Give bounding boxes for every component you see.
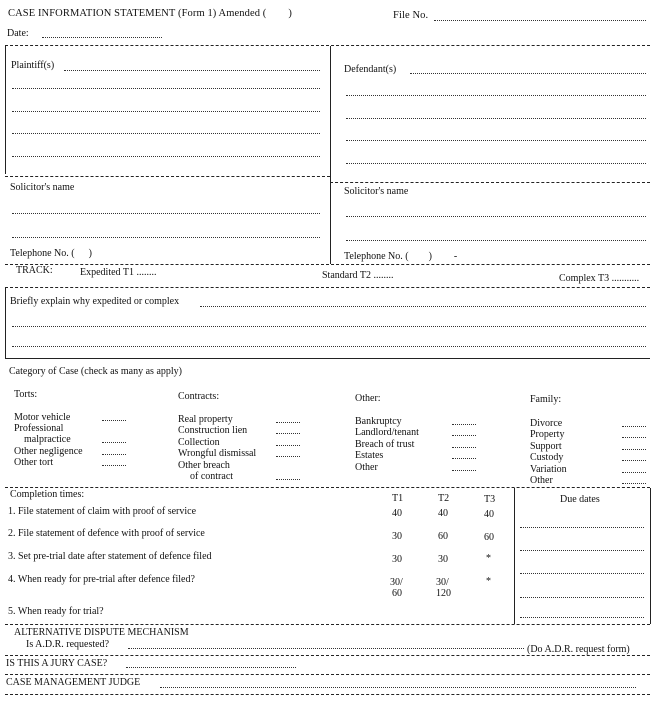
completion-row-4-t3: * bbox=[486, 576, 491, 587]
track-label: TRACK: bbox=[16, 265, 53, 276]
completion-row-2-t1: 30 bbox=[392, 531, 402, 542]
explain-line-2[interactable] bbox=[12, 326, 646, 327]
other-item-bankruptcy: Bankruptcy bbox=[355, 416, 402, 427]
due-date-1[interactable] bbox=[520, 527, 644, 528]
completion-row-3-t3: * bbox=[486, 553, 491, 564]
contracts-item-construction-lien: Construction lien bbox=[178, 425, 248, 436]
defendant-label: Defendant(s) bbox=[344, 64, 397, 75]
plaintiff-line-5[interactable] bbox=[12, 156, 320, 157]
explain-left-border bbox=[5, 288, 6, 358]
left-border-top bbox=[5, 46, 6, 174]
col-header-t2: T2 bbox=[438, 493, 450, 504]
solicitor-right-label: Solicitor's name bbox=[344, 186, 409, 197]
completion-row-4-t2-b: 120 bbox=[436, 588, 451, 599]
telephone-right-label: Telephone No. ( bbox=[344, 251, 409, 262]
adr-requested-field[interactable] bbox=[128, 648, 524, 649]
contracts-check-4[interactable] bbox=[276, 456, 300, 457]
other-item-estates: Estates bbox=[355, 450, 384, 461]
completion-row-2-t2: 60 bbox=[438, 531, 448, 542]
plaintiff-bottom-rule bbox=[5, 176, 330, 177]
family-item-property: Property bbox=[530, 429, 565, 440]
completion-row-1-t3: 40 bbox=[484, 509, 494, 520]
judge-label: CASE MANAGEMENT JUDGE bbox=[6, 677, 141, 688]
other-heading: Other: bbox=[355, 393, 381, 404]
torts-check-4[interactable] bbox=[102, 465, 126, 466]
adr-note: (Do A.D.R. request form) bbox=[527, 644, 630, 655]
completion-row-5-label: 5. When ready for trial? bbox=[8, 606, 104, 617]
other-check-2[interactable] bbox=[452, 435, 476, 436]
completion-row-2-label: 2. File statement of defence with proof of service bbox=[8, 528, 205, 539]
explain-rule bbox=[5, 358, 650, 359]
form-title-close: ) bbox=[288, 8, 292, 19]
completion-rule bbox=[5, 624, 650, 625]
col-header-t3: T3 bbox=[484, 494, 496, 505]
plaintiff-line-1[interactable] bbox=[64, 70, 320, 71]
contracts-check-3[interactable] bbox=[276, 445, 300, 446]
telephone-right bbox=[344, 251, 457, 262]
family-item-support: Support bbox=[530, 441, 562, 452]
completion-row-1-t2: 40 bbox=[438, 508, 448, 519]
defendant-bottom-rule bbox=[330, 182, 650, 183]
telephone-right-close: ) bbox=[428, 251, 432, 262]
other-item-landlord-tenant: Landlord/tenant bbox=[355, 427, 419, 438]
contracts-item-collection: Collection bbox=[178, 437, 220, 448]
file-no-field[interactable] bbox=[434, 20, 646, 21]
completion-row-4-t1-b: 60 bbox=[392, 588, 402, 599]
family-check-2[interactable] bbox=[622, 437, 646, 438]
plaintiff-label: Plaintiff(s) bbox=[11, 60, 55, 71]
due-date-3[interactable] bbox=[520, 573, 644, 574]
defendant-line-3[interactable] bbox=[346, 118, 646, 119]
defendant-line-1[interactable] bbox=[410, 73, 646, 74]
category-rule bbox=[5, 487, 650, 488]
adr-requested-label: Is A.D.R. requested? bbox=[26, 639, 110, 650]
track-rule bbox=[5, 287, 650, 288]
due-date-2[interactable] bbox=[520, 550, 644, 551]
contracts-check-2[interactable] bbox=[276, 433, 300, 434]
col-header-t1: T1 bbox=[392, 493, 404, 504]
completion-label: Completion times: bbox=[10, 489, 85, 500]
torts-heading: Torts: bbox=[14, 389, 38, 400]
family-check-6[interactable] bbox=[622, 483, 646, 484]
jury-label: IS THIS A JURY CASE? bbox=[6, 658, 108, 669]
track-t3[interactable]: Complex T3 ........... bbox=[559, 273, 640, 284]
category-label: Category of Case (check as many as apply) bbox=[9, 366, 182, 377]
due-date-5[interactable] bbox=[520, 617, 644, 618]
other-item-other: Other bbox=[355, 462, 378, 473]
solicitor-right-line-1[interactable] bbox=[346, 216, 646, 217]
family-check-4[interactable] bbox=[622, 460, 646, 461]
date-label: Date: bbox=[7, 28, 29, 39]
telephone-left-close: ) bbox=[88, 248, 92, 259]
form-title-text: CASE INFORMATION STATEMENT (Form 1) Amended ( bbox=[8, 8, 267, 19]
solicitor-right-line-2[interactable] bbox=[346, 240, 646, 241]
plaintiff-line-3[interactable] bbox=[12, 111, 320, 112]
torts-check-3[interactable] bbox=[102, 454, 126, 455]
telephone-left bbox=[10, 248, 92, 259]
telephone-right-dash: - bbox=[453, 251, 458, 262]
completion-row-1-label: 1. File statement of claim with proof of service bbox=[8, 506, 197, 517]
judge-rule bbox=[5, 694, 650, 695]
other-check-5[interactable] bbox=[452, 470, 476, 471]
explain-line-1[interactable] bbox=[200, 306, 646, 307]
judge-field[interactable] bbox=[160, 687, 636, 688]
completion-row-3-label: 3. Set pre-trial date after statement of defence filed bbox=[8, 551, 212, 562]
family-check-1[interactable] bbox=[622, 426, 646, 427]
due-dates-divider bbox=[514, 488, 515, 624]
family-heading: Family: bbox=[530, 394, 562, 405]
completion-row-4-label: 4. When ready for pre-trial after defence filed? bbox=[8, 574, 195, 585]
torts-item-motor-vehicle: Motor vehicle bbox=[14, 412, 71, 423]
other-check-1[interactable] bbox=[452, 424, 476, 425]
family-check-3[interactable] bbox=[622, 449, 646, 450]
plaintiff-line-2[interactable] bbox=[12, 88, 320, 89]
other-check-4[interactable] bbox=[452, 458, 476, 459]
torts-check-2[interactable] bbox=[102, 442, 126, 443]
party-divider bbox=[330, 46, 331, 264]
family-item-other: Other bbox=[530, 475, 553, 486]
explain-label: Briefly explain why expedited or complex bbox=[10, 296, 180, 307]
completion-row-3-t2: 30 bbox=[438, 554, 448, 565]
contracts-item-real-property: Real property bbox=[178, 414, 233, 425]
torts-item-malpractice: malpractice bbox=[24, 434, 71, 445]
torts-check-1[interactable] bbox=[102, 420, 126, 421]
family-item-custody: Custody bbox=[530, 452, 564, 463]
form-title bbox=[8, 8, 292, 19]
defendant-line-4[interactable] bbox=[346, 140, 646, 141]
completion-row-2-t3: 60 bbox=[484, 532, 494, 543]
contracts-heading: Contracts: bbox=[178, 391, 220, 402]
torts-item-professional: Professional bbox=[14, 423, 64, 434]
telephone-left-label: Telephone No. ( bbox=[10, 248, 75, 259]
completion-row-4-t1: 30/ bbox=[390, 577, 403, 588]
track-t1[interactable]: Expedited T1 ........ bbox=[80, 267, 157, 278]
completion-row-3-t1: 30 bbox=[392, 554, 402, 565]
other-item-breach-of-trust: Breach of trust bbox=[355, 439, 415, 450]
completion-row-4-t2: 30/ bbox=[436, 577, 449, 588]
contracts-item-wrongful-dismissal: Wrongful dismissal bbox=[178, 448, 257, 459]
torts-item-other-tort: Other tort bbox=[14, 457, 54, 468]
contracts-check-1[interactable] bbox=[276, 422, 300, 423]
contracts-item-of-contract: of contract bbox=[190, 471, 234, 482]
telephone-rule bbox=[5, 264, 650, 265]
adr-rule bbox=[5, 655, 650, 656]
solicitor-left-line-2[interactable] bbox=[12, 237, 320, 238]
right-border-lower bbox=[650, 488, 651, 624]
defendant-line-5[interactable] bbox=[346, 163, 646, 164]
jury-field[interactable] bbox=[126, 667, 296, 668]
explain-line-3[interactable] bbox=[12, 346, 646, 347]
top-rule bbox=[5, 45, 650, 46]
other-check-3[interactable] bbox=[452, 447, 476, 448]
date-field[interactable] bbox=[42, 37, 162, 38]
jury-rule bbox=[5, 674, 650, 675]
completion-row-1-t1: 40 bbox=[392, 508, 402, 519]
contracts-check-5[interactable] bbox=[276, 479, 300, 480]
solicitor-left-label: Solicitor's name bbox=[10, 182, 75, 193]
due-dates-label: Due dates bbox=[560, 494, 600, 505]
track-t2[interactable]: Standard T2 ........ bbox=[322, 270, 394, 281]
family-item-variation: Variation bbox=[530, 464, 567, 475]
solicitor-left-line-1[interactable] bbox=[12, 213, 320, 214]
plaintiff-line-4[interactable] bbox=[12, 133, 320, 134]
family-check-5[interactable] bbox=[622, 472, 646, 473]
due-date-4[interactable] bbox=[520, 597, 644, 598]
contracts-item-other-breach: Other breach bbox=[178, 460, 230, 471]
torts-item-other-negligence: Other negligence bbox=[14, 446, 83, 457]
family-item-divorce: Divorce bbox=[530, 418, 563, 429]
adr-label: ALTERNATIVE DISPUTE MECHANISM bbox=[14, 627, 189, 638]
defendant-line-2[interactable] bbox=[346, 95, 646, 96]
file-no-label: File No. bbox=[393, 10, 429, 21]
